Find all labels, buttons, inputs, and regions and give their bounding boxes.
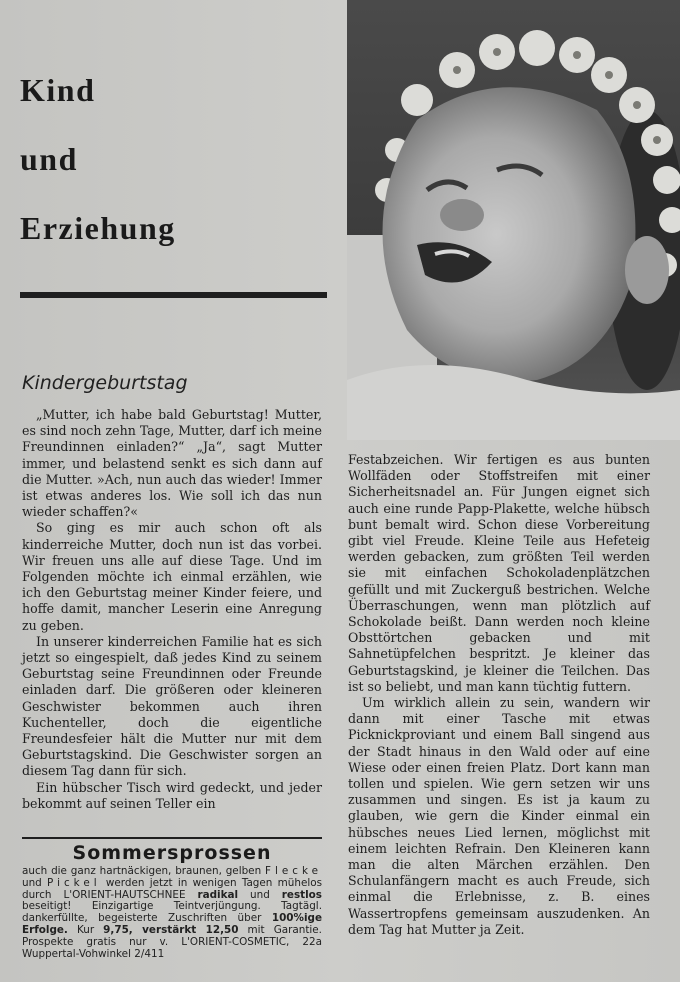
advertisement-divider [22,837,322,839]
ad-text-bold: 9,75, verstärkt 12,50 [103,923,239,936]
advertisement-title: Sommersprossen [72,842,272,864]
paragraph: Ein hübscher Tisch wird gedeckt, und jeder bekommt auf seinen Teller ein [22,779,322,811]
ad-text-bold: 100%ige Erfolge. [22,912,322,936]
ear [625,236,669,304]
ad-text-spaced: Flecke [264,865,322,877]
ad-text: werden jetzt in wenigen Tagen mühelos durch L'ORIENT-HAUTSCHNEE [22,876,322,901]
nose [440,199,484,231]
article-left-column [22,407,322,812]
paragraph: „Mutter, ich habe bald Geburtstag! Mutter, es sind noch zehn Tage, Mutter, darf ich meine Freundinnen einladen?“ „Ja“, sagt Mutter immer, und belastend senkt es sich dann auf die Mutter. »Ach, nun auch das wieder! Immer ist etwas anderes los. Wie soll ich das nun wieder schaffen?« [22,407,322,520]
ad-text: und [238,888,282,901]
section-title-line-2: und [20,141,78,177]
article-right-column [348,452,650,938]
child-photo [347,0,680,440]
child-face [383,87,636,381]
ad-text: beseitigt! Einzigartige Teintverjüngung. Tagtägl. dankerfüllte, begeisterte Zuschriften über [22,900,322,925]
photo-illustration [347,0,680,440]
title-divider [20,292,327,298]
advertisement-body [22,866,322,960]
ad-text-bold: radikal [197,888,239,901]
paragraph: In unserer kinderreichen Familie hat es sich jetzt so eingespielt, daß jedes Kind zu seinem Geburtstag seine Freundinnen oder Freunde einladen darf. Die größeren oder kleineren Geschwister bekommen auch ihren Kuchenteller, doch die eigentliche Freundesfeier hält die Mutter nur mit dem Geburtstagskind. Die Geschwister sorgen an diesem Tag dann für sich. [22,633,322,779]
ad-text: mit Garantie. Prospekte gratis nur v. L'ORIENT-COSMETIC, 22a Wuppertal-Vohwinkel 2/411 [22,923,322,960]
paragraph: Um wirklich allein zu sein, wandern wir dann mit einer Tasche mit etwas Picknickproviant und einem Ball singend aus der Stadt hinaus in den Wald oder auf eine Wiese oder einen freien Platz. Dort kann man tollen und spielen. Wie gern setzen wir uns zusammen und singen. Es ist ja kaum zu glauben, wie gern die Kinder einmal ein hübsches neues Lied lernen, möglichst mit einem leichten Refrain. Den Kleineren kann man die alten Märchen erzählen. Den Schulanfängern macht es auch Freude, sich einmal die Erlebnisse, z. B. eines Wassertropfens gemeinsam auszudenken. An dem Tag hat Mutter ja Zeit. [348,695,650,937]
ad-text-bold: restlos [281,888,322,901]
ad-text: Kur [67,923,104,936]
ad-text: auch die ganz hartnäckigen, braunen, gelben [22,865,265,877]
article-headline: Kindergeburtstag [22,372,188,394]
ad-text-spaced: Pickel [47,876,101,889]
section-title-line-3: Erziehung [20,210,176,246]
paragraph: Festabzeichen. Wir fertigen es aus bunten Wollfäden oder Stoffstreifen mit einer Sicherheitsnadel an. Für Jungen eignet sich auch eine runde Papp-Plakette, welche hübsch bunt bemalt wird. Schon diese Vorbereitung gibt viel Freude. Kleine Teile aus Hefeteig werden gebacken, zum größten Teil werden sie mit einfachen Schokoladenplätzchen gefüllt und mit Zuckerguß bestrichen. Welche Überraschungen, wenn man plötzlich auf Schokolade beißt. Dann werden noch kleine Obsttörtchen gebacken und mit Sahnetüpfelchen bespritzt. Je kleiner das Geburtstagskind, je kleiner die Teilchen. Das ist so beliebt, und man kann tüchtig futtern. [348,452,650,694]
section-title-line-1: Kind [20,72,96,108]
paragraph: So ging es mir auch schon oft als kinderreiche Mutter, doch nun ist das vorbei. Wir freuen uns alle auf diese Tage. Und im Folgenden möchte ich einmal erzählen, wie ich den Geburtstag meiner Kinder feiere, und hoffe damit, mancher Leserin eine Anregung zu geben. [22,520,322,633]
ad-text: und [22,876,48,889]
